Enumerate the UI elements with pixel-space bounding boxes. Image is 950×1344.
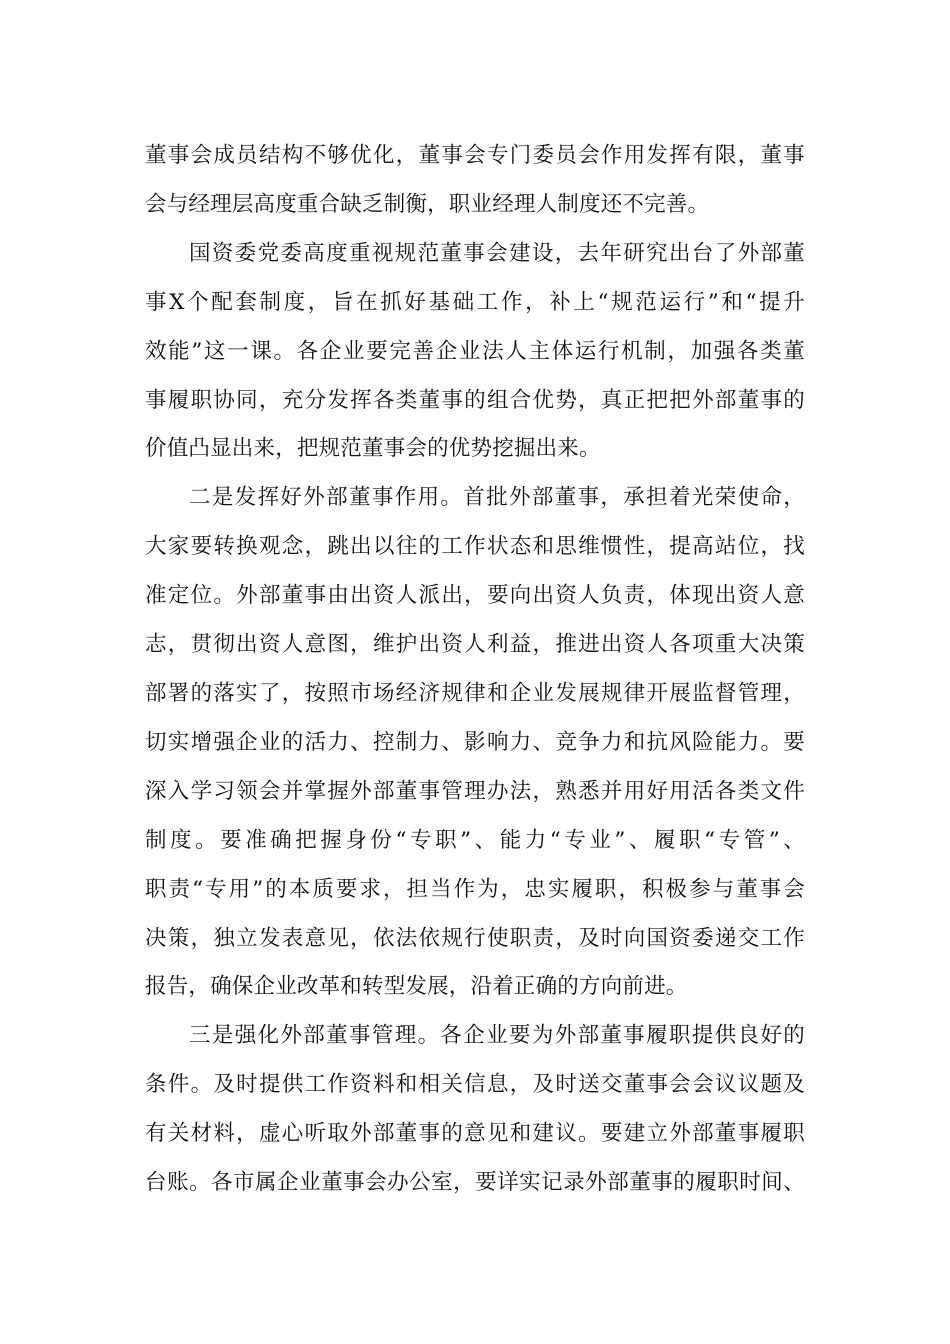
- document-page: [145, 132, 805, 1208]
- text-line: 深入学习领会并掌握外部董事管理办法，熟悉并用好用活各类文件: [145, 778, 805, 804]
- text-line: 条件。及时提供工作资料和相关信息，及时送交董事会会议议题及: [145, 1072, 805, 1098]
- text-line: 准定位。外部董事由出资人派出，要向出资人负责，体现出资人意: [145, 583, 805, 609]
- text-line: 事X个配套制度，旨在抓好基础工作，补上“规范运行”和“提升: [145, 289, 805, 315]
- text-line: 部署的落实了，按照市场经济规律和企业发展规律开展监督管理，: [145, 680, 805, 706]
- text-line: 董事会成员结构不够优化，董事会专门委员会作用发挥有限，董事: [145, 143, 805, 168]
- text-line: 会与经理层高度重合缺乏制衡，职业经理人制度还不完善。: [145, 191, 710, 217]
- text-line: 有关材料，虚心听取外部董事的意见和建议。要建立外部董事履职: [145, 1121, 805, 1147]
- text-line: 职责“专用”的本质要求，担当作为，忠实履职，积极参与董事会: [145, 876, 805, 902]
- text-line: 事履职协同，充分发挥各类董事的组合优势，真正把把外部董事的: [145, 387, 805, 413]
- text-line: 二是发挥好外部董事作用。首批外部董事，承担着光荣使命，: [189, 485, 805, 511]
- text-line: 切实增强企业的活力、控制力、影响力、竞争力和抗风险能力。要: [145, 729, 805, 755]
- text-line: 制度。要准确把握身份“专职”、能力“专业”、履职“专管”、: [145, 827, 805, 853]
- paragraph-4: [145, 1012, 805, 1208]
- paragraph-3: [145, 474, 805, 1012]
- paragraph-1: [145, 132, 805, 230]
- text-line: 三是强化外部董事管理。各企业要为外部董事履职提供良好的: [189, 1023, 805, 1049]
- text-line: 效能”这一课。各企业要完善企业法人主体运行机制，加强各类董: [145, 338, 805, 364]
- text-line: 报告，确保企业改革和转型发展，沿着正确的方向前进。: [145, 974, 688, 1000]
- text-line: 国资委党委高度重视规范董事会建设，去年研究出台了外部董: [189, 240, 805, 266]
- text-line: 志，贯彻出资人意图，维护出资人利益，推进出资人各项重大决策: [145, 632, 805, 658]
- text-line: 台账。各市属企业董事会办公室，要详实记录外部董事的履职时间、: [145, 1170, 805, 1196]
- text-line: 大家要转换观念，跳出以往的工作状态和思维惯性，提高站位，找: [145, 534, 805, 560]
- text-line: 价值凸显出来，把规范董事会的优势挖掘出来。: [145, 436, 601, 462]
- paragraph-2: [145, 230, 805, 475]
- text-line: 决策，独立发表意见，依法依规行使职责，及时向国资委递交工作: [145, 925, 805, 951]
